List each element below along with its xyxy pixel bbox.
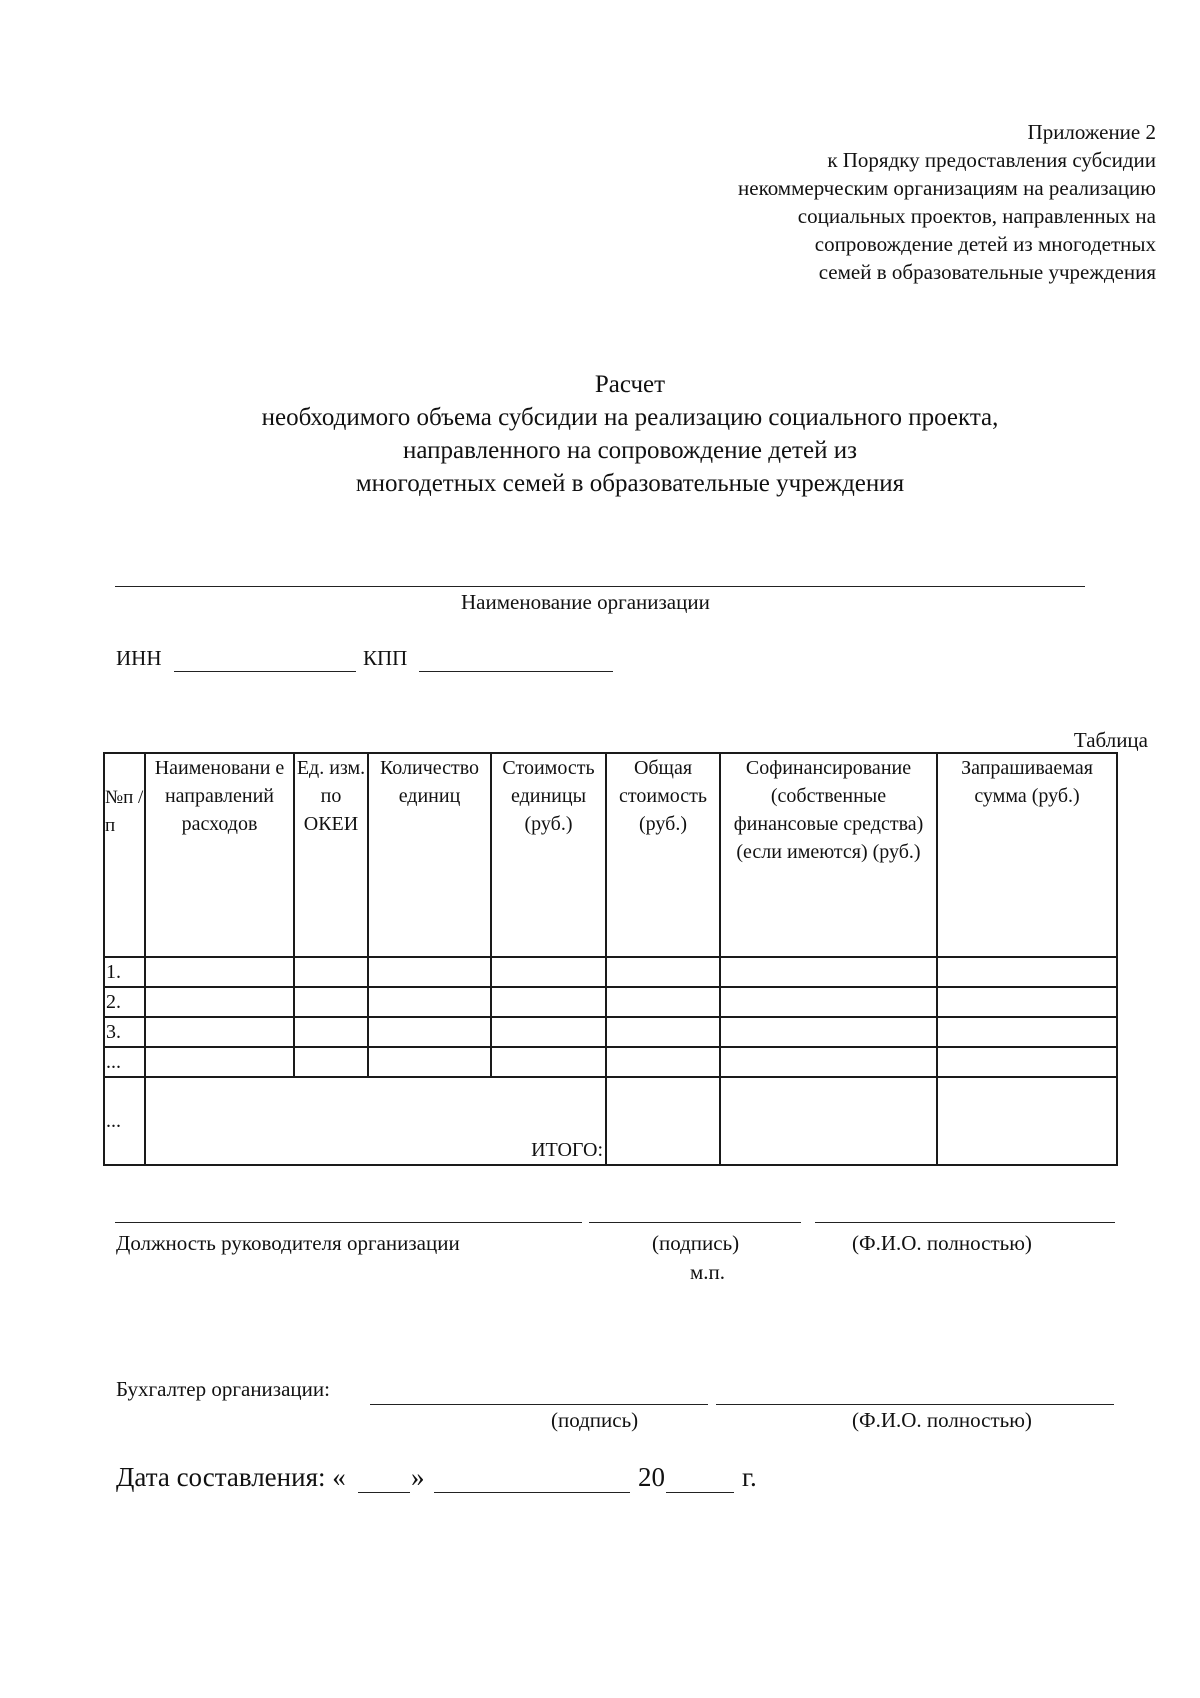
document-title	[0, 368, 1200, 500]
cell-unit[interactable]	[294, 987, 368, 1017]
accountant-signature-caption: (подпись)	[551, 1408, 639, 1432]
appendix-line: к Порядку предоставления субсидии	[827, 148, 1156, 172]
table-row	[104, 1017, 1117, 1047]
row-number: 2.	[104, 987, 145, 1017]
date-close-quote: »	[411, 1462, 425, 1492]
table-row	[104, 987, 1117, 1017]
cell-cofinancing-sum[interactable]	[720, 1077, 937, 1165]
date-month-field[interactable]	[434, 1492, 630, 1493]
header-cofinancing: Софинансирование (собственные финансовые средства) (если имеются) (руб.)	[720, 753, 937, 957]
table-label: Таблица	[1073, 728, 1148, 752]
head-signature-caption: (подпись)	[652, 1231, 740, 1255]
row-number: ...	[104, 1047, 145, 1077]
head-position-caption: Должность руководителя организации	[116, 1231, 460, 1255]
cell-unit[interactable]	[294, 1017, 368, 1047]
accountant-label: Бухгалтер организации:	[116, 1377, 330, 1401]
table-header-row	[104, 753, 1117, 957]
header-unit: Ед. изм. по ОКЕИ	[294, 753, 368, 957]
cell-cofinancing[interactable]	[720, 957, 937, 987]
header-name: Наименовани е направлений расходов	[145, 753, 294, 957]
cell-cofinancing[interactable]	[720, 1047, 937, 1077]
inn-field[interactable]	[174, 671, 356, 672]
appendix-line: Приложение 2	[1027, 120, 1156, 144]
head-fio-field[interactable]	[815, 1222, 1115, 1223]
cell-total-cost[interactable]	[606, 987, 720, 1017]
cell-cofinancing[interactable]	[720, 1017, 937, 1047]
appendix-line: семей в образовательные учреждения	[818, 260, 1156, 284]
cell-name[interactable]	[145, 987, 294, 1017]
accountant-fio-field[interactable]	[716, 1404, 1114, 1405]
cell-requested[interactable]	[937, 957, 1117, 987]
date-year-prefix: 20	[638, 1462, 665, 1492]
row-number: 3.	[104, 1017, 145, 1047]
total-label: ИТОГО:	[145, 1077, 606, 1165]
row-number: ...	[104, 1077, 145, 1165]
cell-unit[interactable]	[294, 957, 368, 987]
inn-label: ИНН	[116, 646, 162, 670]
cell-total-cost[interactable]	[606, 1017, 720, 1047]
cell-name[interactable]	[145, 1017, 294, 1047]
cell-requested-sum[interactable]	[937, 1077, 1117, 1165]
appendix-line: некоммерческим организациям на реализацию	[738, 176, 1156, 200]
header-num: №п /п	[104, 753, 145, 957]
title-line: Расчет	[594, 371, 666, 398]
appendix-block	[636, 118, 1156, 286]
cell-qty[interactable]	[368, 957, 491, 987]
kpp-label: КПП	[363, 646, 408, 670]
org-name-field[interactable]	[115, 586, 1085, 587]
table-row	[104, 957, 1117, 987]
cell-unit[interactable]	[294, 1047, 368, 1077]
calculation-table	[103, 752, 1118, 1166]
cell-qty[interactable]	[368, 1047, 491, 1077]
header-qty: Количество единиц	[368, 753, 491, 957]
header-unit-cost: Стоимость единицы (руб.)	[491, 753, 606, 957]
cell-name[interactable]	[145, 957, 294, 987]
header-requested: Запрашиваемая сумма (руб.)	[937, 753, 1117, 957]
cell-unit-cost[interactable]	[491, 1017, 606, 1047]
cell-name[interactable]	[145, 1047, 294, 1077]
header-total-cost: Общая стоимость (руб.)	[606, 753, 720, 957]
date-year-suffix: г.	[742, 1462, 757, 1492]
title-line: направленного на сопровождение детей из	[403, 437, 857, 464]
cell-unit-cost[interactable]	[491, 957, 606, 987]
date-year-field[interactable]	[666, 1492, 734, 1493]
date-day-field[interactable]	[358, 1492, 410, 1493]
accountant-fio-caption: (Ф.И.О. полностью)	[852, 1408, 1032, 1432]
kpp-field[interactable]	[419, 671, 613, 672]
cell-cofinancing[interactable]	[720, 987, 937, 1017]
cell-total-cost[interactable]	[606, 957, 720, 987]
appendix-line: сопровождение детей из многодетных	[814, 232, 1156, 256]
table-row	[104, 1047, 1117, 1077]
cell-total-cost-sum[interactable]	[606, 1077, 720, 1165]
cell-requested[interactable]	[937, 987, 1117, 1017]
cell-unit-cost[interactable]	[491, 1047, 606, 1077]
title-line: многодетных семей в образовательные учреждения	[355, 470, 905, 497]
row-number: 1.	[104, 957, 145, 987]
cell-total-cost[interactable]	[606, 1047, 720, 1077]
appendix-line: социальных проектов, направленных на	[797, 204, 1156, 228]
cell-qty[interactable]	[368, 1017, 491, 1047]
cell-requested[interactable]	[937, 1047, 1117, 1077]
cell-qty[interactable]	[368, 987, 491, 1017]
title-line: необходимого объема субсидии на реализацию социального проекта,	[261, 404, 999, 431]
cell-requested[interactable]	[937, 1017, 1117, 1047]
table-total-row	[104, 1077, 1117, 1165]
accountant-signature-field[interactable]	[370, 1404, 708, 1405]
org-name-caption: Наименование организации	[461, 590, 710, 614]
date-label: Дата составления: «	[116, 1462, 346, 1492]
head-signature-field[interactable]	[589, 1222, 801, 1223]
cell-unit-cost[interactable]	[491, 987, 606, 1017]
stamp-caption: м.п.	[690, 1260, 726, 1284]
head-fio-caption: (Ф.И.О. полностью)	[852, 1231, 1032, 1255]
head-position-field[interactable]	[115, 1222, 582, 1223]
